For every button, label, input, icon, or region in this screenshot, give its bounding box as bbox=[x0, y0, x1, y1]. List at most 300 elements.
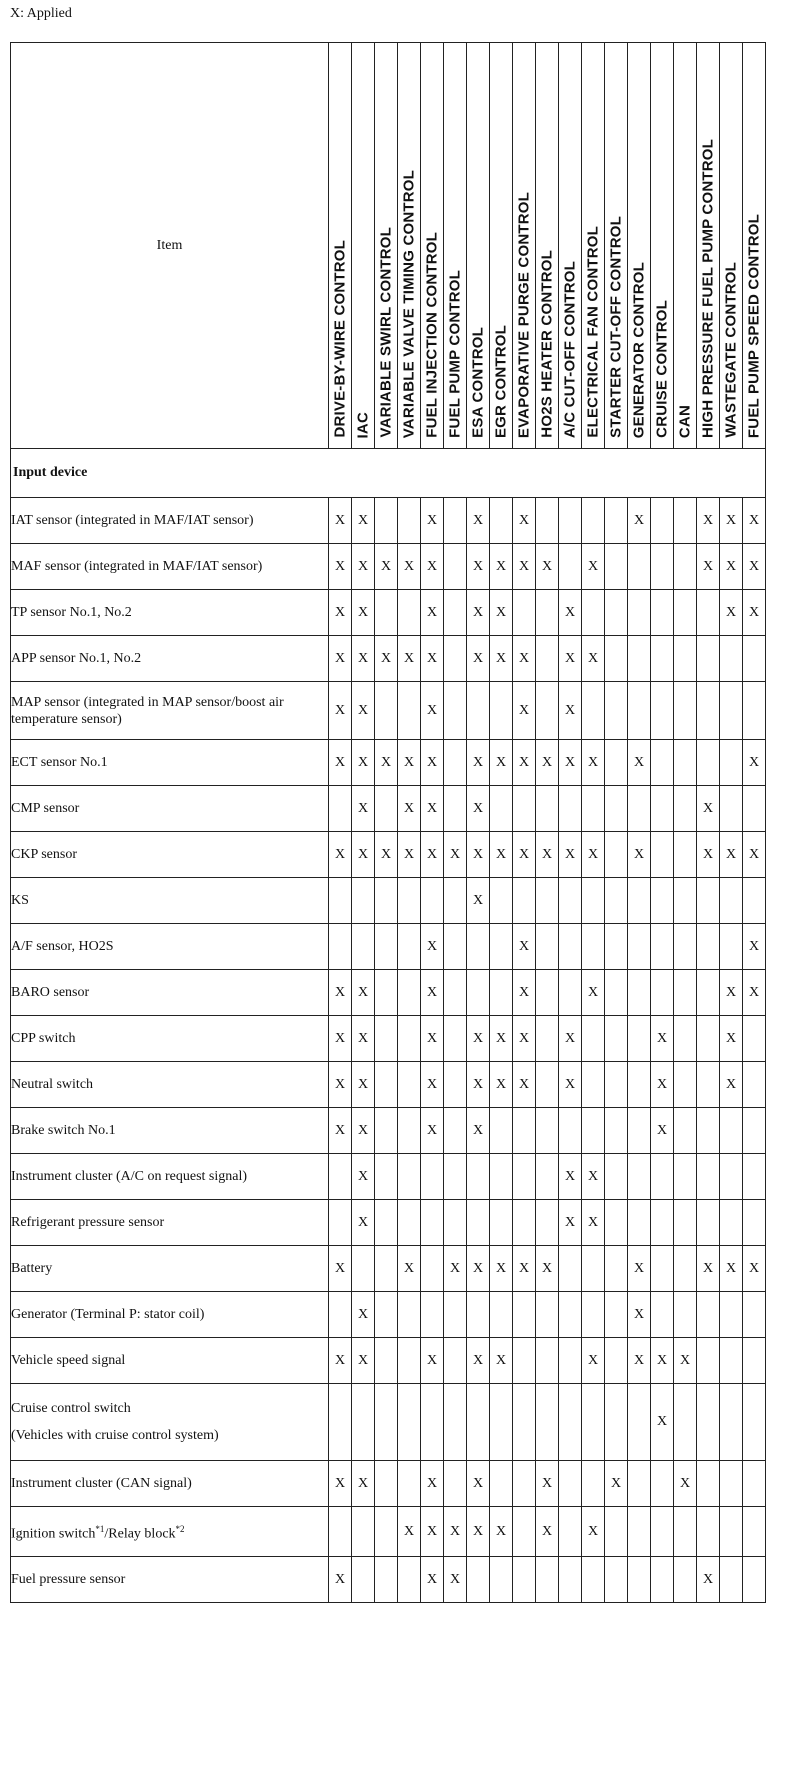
table-row bbox=[11, 924, 766, 970]
applied-mark bbox=[398, 1062, 421, 1108]
table-row bbox=[11, 1461, 766, 1507]
applied-mark bbox=[444, 1154, 467, 1200]
applied-mark bbox=[559, 1108, 582, 1154]
applied-mark: X bbox=[329, 1062, 352, 1108]
applied-mark: X bbox=[352, 1154, 375, 1200]
applied-mark: X bbox=[720, 498, 743, 544]
applied-mark bbox=[444, 1200, 467, 1246]
column-header-label: FUEL INJECTION CONTROL bbox=[423, 232, 441, 438]
applied-mark bbox=[536, 682, 559, 740]
applied-mark: X bbox=[651, 1108, 674, 1154]
applied-mark: X bbox=[398, 1246, 421, 1292]
applied-mark bbox=[605, 590, 628, 636]
applied-mark bbox=[536, 786, 559, 832]
table-row bbox=[11, 1062, 766, 1108]
column-header-row bbox=[11, 43, 766, 449]
applied-mark bbox=[490, 682, 513, 740]
applied-mark: X bbox=[559, 1154, 582, 1200]
applied-mark bbox=[582, 1384, 605, 1461]
applied-mark: X bbox=[513, 498, 536, 544]
row-label bbox=[11, 1200, 329, 1246]
applied-mark bbox=[651, 498, 674, 544]
applied-mark bbox=[559, 878, 582, 924]
row-label bbox=[11, 1338, 329, 1384]
applied-mark: X bbox=[329, 498, 352, 544]
table-row bbox=[11, 1507, 766, 1557]
applied-mark bbox=[467, 1384, 490, 1461]
applied-mark: X bbox=[559, 1016, 582, 1062]
column-header-label: EVAPORATIVE PURGE CONTROL bbox=[515, 191, 533, 438]
applied-mark bbox=[444, 544, 467, 590]
applied-mark bbox=[490, 1154, 513, 1200]
applied-mark bbox=[674, 970, 697, 1016]
applied-mark bbox=[421, 1154, 444, 1200]
row-label bbox=[11, 924, 329, 970]
row-label bbox=[11, 1557, 329, 1603]
applied-mark: X bbox=[490, 1338, 513, 1384]
applied-mark bbox=[651, 1461, 674, 1507]
applied-mark bbox=[720, 1338, 743, 1384]
applied-mark bbox=[421, 1200, 444, 1246]
applied-mark: X bbox=[559, 682, 582, 740]
column-header-label: EGR CONTROL bbox=[492, 324, 510, 438]
applied-mark: X bbox=[352, 786, 375, 832]
applied-mark bbox=[375, 1108, 398, 1154]
column-header-label: CRUISE CONTROL bbox=[653, 300, 671, 438]
applied-mark: X bbox=[467, 544, 490, 590]
applied-mark bbox=[651, 590, 674, 636]
applied-mark: X bbox=[605, 1461, 628, 1507]
applied-mark bbox=[628, 1108, 651, 1154]
applied-mark bbox=[605, 1154, 628, 1200]
row-label bbox=[11, 740, 329, 786]
applied-mark bbox=[375, 1507, 398, 1557]
applied-mark bbox=[490, 1557, 513, 1603]
applied-mark bbox=[444, 740, 467, 786]
applied-mark bbox=[375, 498, 398, 544]
applied-mark bbox=[628, 1557, 651, 1603]
applied-mark bbox=[674, 1557, 697, 1603]
applied-mark bbox=[536, 970, 559, 1016]
applied-mark: X bbox=[513, 924, 536, 970]
applied-mark: X bbox=[720, 1062, 743, 1108]
applied-mark bbox=[490, 1108, 513, 1154]
applied-mark bbox=[513, 1507, 536, 1557]
column-header-label: VARIABLE SWIRL CONTROL bbox=[377, 227, 395, 438]
row-label-note: (Vehicles with cruise control system) bbox=[11, 1428, 219, 1443]
row-label bbox=[11, 832, 329, 878]
applied-mark: X bbox=[421, 1062, 444, 1108]
applied-mark bbox=[559, 1384, 582, 1461]
applied-mark bbox=[375, 1557, 398, 1603]
applied-mark: X bbox=[697, 498, 720, 544]
applied-mark: X bbox=[467, 1246, 490, 1292]
applied-mark: X bbox=[697, 1557, 720, 1603]
applied-mark bbox=[674, 832, 697, 878]
applied-mark bbox=[697, 682, 720, 740]
column-header-label: A/C CUT-OFF CONTROL bbox=[561, 260, 579, 438]
applied-mark bbox=[559, 1338, 582, 1384]
applied-mark bbox=[628, 970, 651, 1016]
column-header bbox=[743, 43, 766, 449]
applied-mark bbox=[605, 878, 628, 924]
applied-mark bbox=[697, 878, 720, 924]
section-title: Input device bbox=[11, 449, 766, 498]
row-label bbox=[11, 636, 329, 682]
applied-mark: X bbox=[720, 832, 743, 878]
row-label bbox=[11, 544, 329, 590]
applied-mark bbox=[743, 636, 766, 682]
row-label bbox=[11, 1016, 329, 1062]
applied-mark: X bbox=[743, 970, 766, 1016]
applied-mark bbox=[674, 1016, 697, 1062]
applied-mark bbox=[490, 970, 513, 1016]
applied-mark: X bbox=[352, 1108, 375, 1154]
table-row bbox=[11, 1154, 766, 1200]
applied-mark bbox=[582, 1246, 605, 1292]
applied-mark bbox=[720, 1200, 743, 1246]
applied-mark bbox=[605, 1108, 628, 1154]
applied-mark bbox=[582, 1461, 605, 1507]
column-header-label: STARTER CUT-OFF CONTROL bbox=[607, 216, 625, 438]
applied-mark bbox=[628, 1154, 651, 1200]
applied-mark bbox=[375, 1338, 398, 1384]
applied-mark: X bbox=[490, 1062, 513, 1108]
table-row bbox=[11, 682, 766, 740]
row-label-text: Brake switch No.1 bbox=[11, 1123, 116, 1138]
applied-mark: X bbox=[536, 1461, 559, 1507]
legend: X: Applied bbox=[10, 6, 72, 21]
column-header bbox=[697, 43, 720, 449]
applied-mark bbox=[375, 1461, 398, 1507]
applied-mark: X bbox=[398, 1507, 421, 1557]
applied-mark bbox=[352, 878, 375, 924]
applied-mark: X bbox=[743, 740, 766, 786]
column-header-label: FUEL PUMP SPEED CONTROL bbox=[745, 213, 763, 438]
applied-mark bbox=[375, 1246, 398, 1292]
row-label bbox=[11, 1246, 329, 1292]
applied-mark bbox=[444, 1016, 467, 1062]
applied-mark bbox=[444, 1292, 467, 1338]
applied-mark bbox=[628, 1016, 651, 1062]
applied-mark bbox=[720, 740, 743, 786]
applied-mark bbox=[743, 1461, 766, 1507]
table-row bbox=[11, 590, 766, 636]
applied-mark: X bbox=[467, 740, 490, 786]
applied-mark: X bbox=[329, 1338, 352, 1384]
applied-mark bbox=[398, 1016, 421, 1062]
applied-mark: X bbox=[329, 590, 352, 636]
applied-mark bbox=[628, 878, 651, 924]
applied-mark bbox=[536, 498, 559, 544]
applied-mark bbox=[743, 878, 766, 924]
column-header bbox=[720, 43, 743, 449]
applied-mark bbox=[720, 1292, 743, 1338]
applied-mark bbox=[628, 1200, 651, 1246]
applied-mark bbox=[467, 1557, 490, 1603]
column-header bbox=[375, 43, 398, 449]
applied-mark bbox=[651, 786, 674, 832]
applied-mark: X bbox=[536, 1246, 559, 1292]
applied-mark: X bbox=[467, 1338, 490, 1384]
applied-mark bbox=[559, 544, 582, 590]
applied-mark: X bbox=[513, 1016, 536, 1062]
applied-mark: X bbox=[559, 1200, 582, 1246]
applied-mark bbox=[513, 1108, 536, 1154]
applied-mark bbox=[743, 1062, 766, 1108]
row-label bbox=[11, 1154, 329, 1200]
applied-mark bbox=[674, 682, 697, 740]
applied-mark bbox=[444, 1384, 467, 1461]
applied-mark bbox=[352, 1557, 375, 1603]
applied-mark bbox=[398, 1154, 421, 1200]
applied-mark bbox=[490, 1292, 513, 1338]
row-label bbox=[11, 786, 329, 832]
row-label-text: Battery bbox=[11, 1261, 53, 1276]
applied-mark bbox=[697, 1384, 720, 1461]
applied-mark: X bbox=[329, 1016, 352, 1062]
applied-mark bbox=[513, 1338, 536, 1384]
applied-mark bbox=[421, 878, 444, 924]
applied-mark: X bbox=[674, 1338, 697, 1384]
applied-mark: X bbox=[352, 1016, 375, 1062]
applied-mark bbox=[490, 1461, 513, 1507]
applied-mark bbox=[651, 544, 674, 590]
row-label-text: MAF sensor (integrated in MAF/IAT sensor) bbox=[11, 559, 263, 574]
applied-mark: X bbox=[467, 878, 490, 924]
applied-mark bbox=[674, 544, 697, 590]
applied-mark bbox=[421, 1384, 444, 1461]
applied-mark bbox=[605, 1200, 628, 1246]
table-row bbox=[11, 1246, 766, 1292]
applied-mark bbox=[674, 1246, 697, 1292]
table-row bbox=[11, 878, 766, 924]
applied-mark bbox=[605, 970, 628, 1016]
applied-mark: X bbox=[421, 970, 444, 1016]
applied-mark bbox=[398, 878, 421, 924]
applied-mark bbox=[444, 970, 467, 1016]
applied-mark: X bbox=[352, 636, 375, 682]
applied-mark bbox=[582, 924, 605, 970]
applied-mark bbox=[628, 682, 651, 740]
applied-mark: X bbox=[329, 740, 352, 786]
applied-mark bbox=[697, 590, 720, 636]
applied-mark bbox=[582, 498, 605, 544]
applied-mark bbox=[605, 682, 628, 740]
applied-mark: X bbox=[743, 590, 766, 636]
applied-mark: X bbox=[329, 544, 352, 590]
applied-mark: X bbox=[582, 544, 605, 590]
applied-mark: X bbox=[628, 1338, 651, 1384]
applied-mark: X bbox=[651, 1384, 674, 1461]
applied-mark: X bbox=[421, 636, 444, 682]
applied-mark: X bbox=[490, 636, 513, 682]
applied-mark bbox=[628, 1507, 651, 1557]
table-row bbox=[11, 1108, 766, 1154]
table-row bbox=[11, 1016, 766, 1062]
applied-mark bbox=[559, 498, 582, 544]
applied-mark: X bbox=[444, 1246, 467, 1292]
applied-mark bbox=[674, 1507, 697, 1557]
applied-mark: X bbox=[559, 636, 582, 682]
applied-mark bbox=[444, 636, 467, 682]
applied-mark bbox=[559, 1292, 582, 1338]
applied-mark bbox=[352, 924, 375, 970]
row-label-text: Cruise control switch bbox=[11, 1401, 131, 1416]
applied-mark: X bbox=[628, 832, 651, 878]
applied-mark bbox=[559, 786, 582, 832]
applied-mark bbox=[398, 924, 421, 970]
table-row bbox=[11, 1338, 766, 1384]
applied-mark bbox=[536, 590, 559, 636]
table-row bbox=[11, 1384, 766, 1461]
column-header-label: HO2S HEATER CONTROL bbox=[538, 250, 556, 438]
applied-mark bbox=[697, 740, 720, 786]
applied-mark: X bbox=[490, 544, 513, 590]
applied-mark: X bbox=[513, 1062, 536, 1108]
applied-mark bbox=[398, 1557, 421, 1603]
applied-mark: X bbox=[674, 1461, 697, 1507]
applied-mark: X bbox=[444, 832, 467, 878]
applied-mark bbox=[651, 924, 674, 970]
applied-mark: X bbox=[513, 1246, 536, 1292]
table-row bbox=[11, 970, 766, 1016]
column-header bbox=[582, 43, 605, 449]
row-label-text: /Relay block bbox=[104, 1526, 176, 1542]
applied-mark bbox=[674, 498, 697, 544]
column-header bbox=[398, 43, 421, 449]
row-label-text: BARO sensor bbox=[11, 985, 90, 1000]
applied-mark bbox=[536, 1016, 559, 1062]
applied-mark: X bbox=[559, 1062, 582, 1108]
applied-mark: X bbox=[743, 924, 766, 970]
applied-mark bbox=[674, 1292, 697, 1338]
row-label-text: Instrument cluster (A/C on request signal) bbox=[11, 1169, 248, 1184]
applied-mark bbox=[605, 1557, 628, 1603]
applied-mark: X bbox=[743, 544, 766, 590]
row-label bbox=[11, 1507, 329, 1557]
row-label bbox=[11, 878, 329, 924]
applied-mark bbox=[444, 1338, 467, 1384]
applied-mark: X bbox=[352, 1338, 375, 1384]
applied-mark bbox=[398, 1338, 421, 1384]
column-header bbox=[559, 43, 582, 449]
applied-mark bbox=[467, 970, 490, 1016]
applied-mark bbox=[329, 924, 352, 970]
applied-mark bbox=[375, 1292, 398, 1338]
applied-mark: X bbox=[444, 1557, 467, 1603]
applied-mark bbox=[628, 636, 651, 682]
applied-mark: X bbox=[559, 832, 582, 878]
applied-mark: X bbox=[352, 682, 375, 740]
applied-mark: X bbox=[352, 1200, 375, 1246]
applied-mark bbox=[651, 1154, 674, 1200]
applied-mark: X bbox=[559, 590, 582, 636]
applied-mark: X bbox=[628, 740, 651, 786]
applied-mark bbox=[375, 1384, 398, 1461]
applied-mark bbox=[444, 924, 467, 970]
applied-mark bbox=[490, 878, 513, 924]
applied-mark: X bbox=[421, 498, 444, 544]
applied-mark: X bbox=[329, 832, 352, 878]
applied-mark bbox=[651, 1507, 674, 1557]
row-label-text: KS bbox=[11, 893, 29, 908]
applied-mark bbox=[421, 1292, 444, 1338]
applied-mark bbox=[605, 1246, 628, 1292]
column-header bbox=[421, 43, 444, 449]
applied-mark bbox=[444, 498, 467, 544]
applied-mark: X bbox=[329, 682, 352, 740]
column-header-label: GENERATOR CONTROL bbox=[630, 261, 648, 438]
table-row bbox=[11, 1292, 766, 1338]
applied-mark: X bbox=[467, 636, 490, 682]
input-device-table bbox=[10, 42, 766, 1603]
applied-mark: X bbox=[421, 682, 444, 740]
applied-mark bbox=[674, 1108, 697, 1154]
applied-mark bbox=[605, 1062, 628, 1108]
applied-mark: X bbox=[398, 832, 421, 878]
applied-mark bbox=[674, 786, 697, 832]
applied-mark bbox=[375, 1200, 398, 1246]
applied-mark: X bbox=[743, 498, 766, 544]
applied-mark bbox=[559, 924, 582, 970]
applied-mark bbox=[743, 682, 766, 740]
applied-mark bbox=[513, 786, 536, 832]
applied-mark: X bbox=[513, 832, 536, 878]
applied-mark: X bbox=[467, 1108, 490, 1154]
applied-mark bbox=[651, 1292, 674, 1338]
applied-mark bbox=[375, 1016, 398, 1062]
applied-mark bbox=[582, 1062, 605, 1108]
applied-mark bbox=[536, 1557, 559, 1603]
applied-mark: X bbox=[329, 1461, 352, 1507]
applied-mark: X bbox=[352, 970, 375, 1016]
column-header-label: FUEL PUMP CONTROL bbox=[446, 270, 464, 438]
applied-mark: X bbox=[398, 786, 421, 832]
applied-mark bbox=[559, 1246, 582, 1292]
applied-mark: X bbox=[582, 636, 605, 682]
applied-mark bbox=[674, 1154, 697, 1200]
applied-mark bbox=[513, 1384, 536, 1461]
applied-mark: X bbox=[536, 544, 559, 590]
applied-mark: X bbox=[421, 786, 444, 832]
applied-mark: X bbox=[582, 740, 605, 786]
applied-mark bbox=[582, 590, 605, 636]
applied-mark: X bbox=[743, 832, 766, 878]
applied-mark: X bbox=[582, 832, 605, 878]
applied-mark: X bbox=[536, 832, 559, 878]
applied-mark: X bbox=[352, 1292, 375, 1338]
applied-mark bbox=[513, 878, 536, 924]
applied-mark bbox=[536, 1384, 559, 1461]
applied-mark: X bbox=[720, 1246, 743, 1292]
applied-mark bbox=[329, 1154, 352, 1200]
applied-mark bbox=[720, 636, 743, 682]
applied-mark: X bbox=[375, 544, 398, 590]
applied-mark bbox=[513, 1154, 536, 1200]
applied-mark bbox=[605, 740, 628, 786]
applied-mark bbox=[605, 1016, 628, 1062]
applied-mark bbox=[536, 924, 559, 970]
applied-mark bbox=[398, 1461, 421, 1507]
table-row bbox=[11, 740, 766, 786]
applied-mark bbox=[536, 636, 559, 682]
applied-mark: X bbox=[421, 1557, 444, 1603]
applied-mark bbox=[490, 1200, 513, 1246]
row-label-text: TP sensor No.1, No.2 bbox=[11, 605, 132, 620]
column-header bbox=[467, 43, 490, 449]
applied-mark bbox=[398, 1108, 421, 1154]
